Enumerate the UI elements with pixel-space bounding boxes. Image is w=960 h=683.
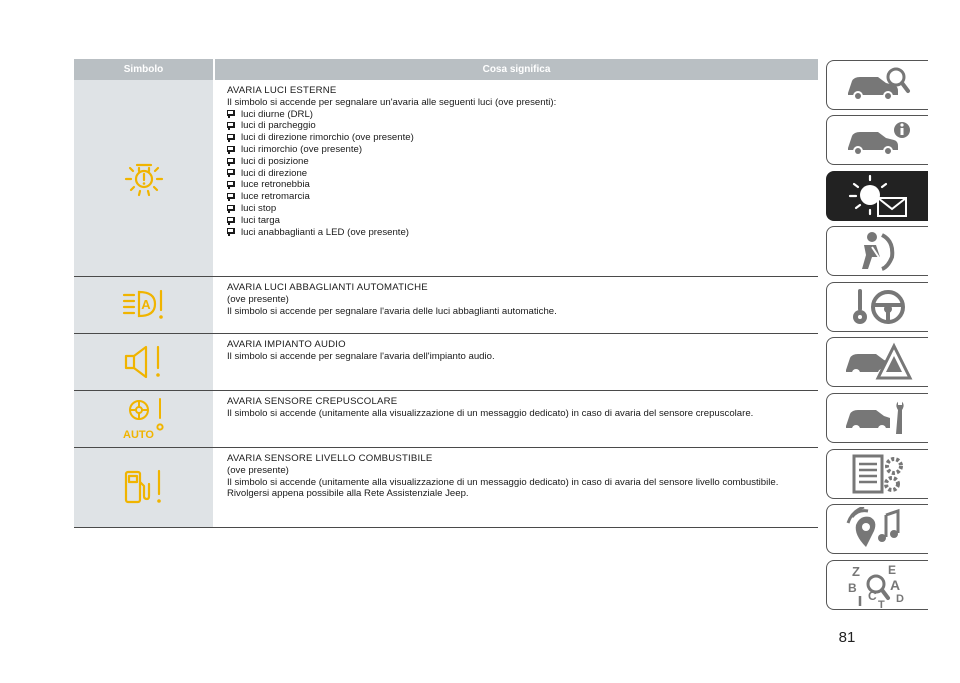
bullet-icon: [227, 134, 236, 142]
svg-text:A: A: [889, 577, 900, 593]
tab-car-search[interactable]: [826, 60, 928, 110]
row-title: AVARIA SENSORE LIVELLO COMBUSTIBILE: [227, 453, 433, 464]
car-wrench-icon: [842, 396, 914, 440]
tab-driving[interactable]: [826, 282, 928, 332]
table-row: [74, 391, 818, 448]
list-item: luci stop: [227, 203, 814, 215]
row-text: Il simbolo si accende (unitamente alla visualizzazione di un messaggio dedicato) in caso di avaria del sensore crepuscolare.: [227, 407, 754, 419]
bullet-icon: [227, 146, 236, 154]
list-item: luci di direzione rimorchio (ove presente): [227, 132, 814, 144]
table-row: [74, 334, 818, 391]
list-item: luce retronebbia: [227, 179, 814, 191]
list-item: luci di parcheggio: [227, 120, 814, 132]
exterior-lights-warning-icon: [121, 155, 167, 201]
icon-text: AUTO: [122, 429, 154, 441]
car-info-icon: [842, 120, 914, 160]
warning-light-message-icon: [842, 174, 914, 218]
header-meaning: Cosa significa: [482, 64, 551, 75]
fuel-level-sensor-fault-icon: [122, 468, 166, 508]
svg-text:C: C: [867, 589, 877, 603]
svg-text:D: D: [895, 593, 904, 605]
auto-high-beam-fault-icon: [121, 288, 167, 322]
list-item: luci targa: [227, 215, 814, 227]
twilight-sensor-fault-icon: [120, 396, 168, 442]
tab-technical-data[interactable]: [826, 449, 928, 499]
tab-warning-lights[interactable]: [826, 171, 928, 221]
car-warning-triangle-icon: [842, 340, 914, 384]
svg-text:T: T: [877, 599, 885, 608]
table-row: [74, 80, 818, 277]
tab-maintenance[interactable]: [826, 393, 928, 443]
row-title: AVARIA IMPIANTO AUDIO: [227, 339, 346, 350]
row-text: Il simbolo si accende per segnalare un'avaria alle seguenti luci (ove presenti):: [227, 96, 557, 108]
tab-index[interactable]: [826, 560, 928, 610]
svg-text:Z: Z: [851, 564, 860, 579]
table-header: [74, 59, 818, 80]
bullet-icon: [227, 217, 236, 225]
multimedia-icon: [842, 507, 914, 551]
alphabetical-index-icon: [842, 562, 914, 608]
list-item: luce retromarcia: [227, 191, 814, 203]
row-text: (ove presente): [227, 464, 289, 476]
list-item: luci anabbaglianti a LED (ove presente): [227, 227, 814, 239]
tab-multimedia[interactable]: [826, 504, 928, 554]
bullet-icon: [227, 158, 236, 166]
car-search-icon: [842, 65, 914, 105]
key-steering-wheel-icon: [842, 285, 914, 329]
row-text: (ove presente): [227, 293, 289, 305]
svg-text:A: A: [140, 297, 151, 312]
bullet-icon: [227, 181, 236, 189]
bullet-icon: [227, 228, 236, 236]
bullet-icon: [227, 122, 236, 130]
bullet-icon: [227, 205, 236, 213]
list-item: luci di direzione: [227, 168, 814, 180]
tab-safety[interactable]: [826, 226, 928, 276]
bullet-icon: [227, 110, 236, 118]
row-title: AVARIA SENSORE CREPUSCOLARE: [227, 396, 398, 407]
page-number: 81: [838, 629, 856, 646]
row-title: AVARIA LUCI ABBAGLIANTI AUTOMATICHE: [227, 282, 428, 293]
bullet-icon: [227, 169, 236, 177]
document-gear-icon: [842, 452, 914, 496]
bullet-icon: [227, 193, 236, 201]
warning-lights-table: [74, 59, 818, 528]
list-item: luci di posizione: [227, 156, 814, 168]
table-row: [74, 448, 818, 528]
audio-system-fault-icon: [122, 344, 166, 380]
row-text: Il simbolo si accende (unitamente alla visualizzazione di un messaggio dedicato) in caso di avaria del sensore livello combustibile.: [227, 476, 779, 488]
svg-text:E: E: [887, 563, 896, 577]
row-title: AVARIA LUCI ESTERNE: [227, 85, 337, 96]
tab-car-info[interactable]: [826, 115, 928, 165]
row-text: Rivolgersi appena possibile alla Rete Assistenziale Jeep.: [227, 488, 469, 500]
header-symbol: Simbolo: [123, 64, 164, 75]
tab-emergency[interactable]: [826, 337, 928, 387]
row-text: Il simbolo si accende per segnalare l'avaria dell'impianto audio.: [227, 350, 495, 362]
svg-text:B: B: [847, 581, 857, 595]
list-item: luci diurne (DRL): [227, 109, 814, 121]
row-text: Il simbolo si accende per segnalare l'avaria delle luci abbaglianti automatiche.: [227, 305, 557, 317]
table-row: [74, 277, 818, 334]
airbag-safety-icon: [842, 229, 914, 273]
list-item: luci rimorchio (ove presente): [227, 144, 814, 156]
